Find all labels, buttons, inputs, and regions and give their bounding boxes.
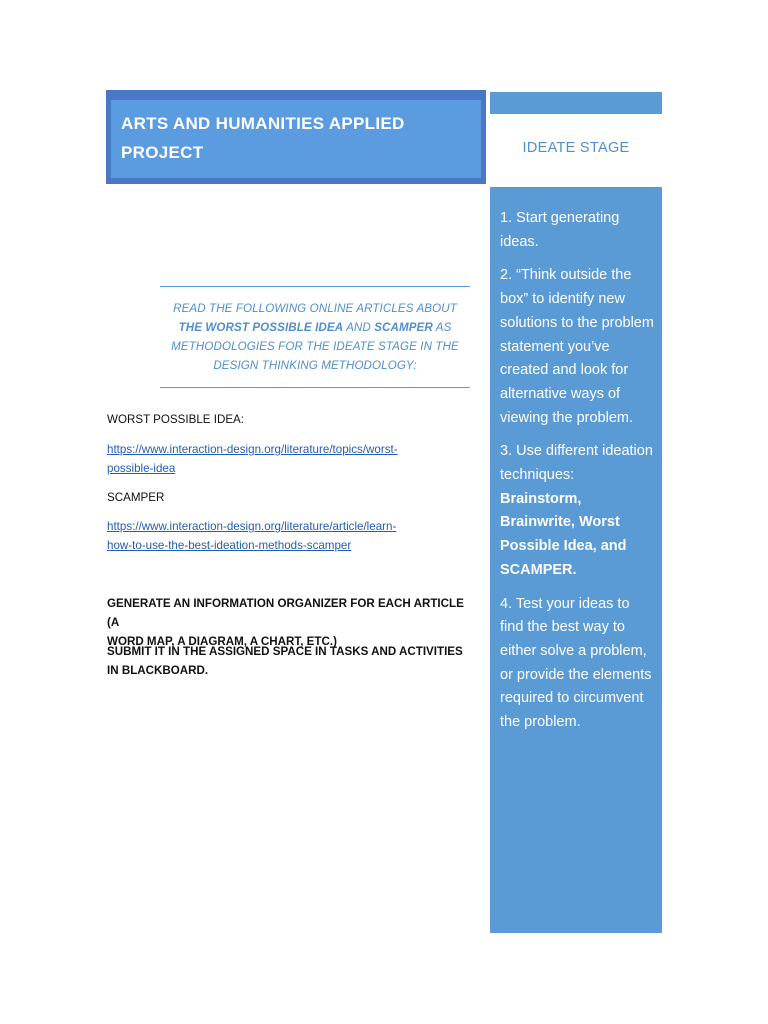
scamper-link[interactable] [107,517,467,555]
sidebar-item-3 [500,440,654,582]
sidebar-heading: IDEATE STAGE [522,140,630,156]
scamper-link-line-2[interactable]: how-to-use-the-best-ideation-methods-scamper [107,539,352,552]
instructions-text-3: AS METHODOLOGIES FOR THE IDEATE STAGE IN THE DESIGN THINKING METHODOLOGY: [171,321,459,372]
scamper-link-line-1[interactable]: https://www.interaction-design.org/literature/article/learn- [107,520,397,533]
submit-task-line-2: IN BLACKBOARD. [107,664,209,677]
worst-possible-idea-link[interactable] [107,440,467,478]
scamper-label: SCAMPER [107,491,165,504]
page-title-line-1: ARTS AND HUMANITIES APPLIED [121,114,405,133]
sidebar-item-3-techniques: Brainstorm, Brainwrite, Worst Possible Idea, and SCAMPER. [500,490,627,578]
instructions-scamper: SCAMPER [374,321,433,334]
worst-possible-idea-link-line-1[interactable]: https://www.interaction-design.org/literature/topics/worst- [107,443,398,456]
submit-task [107,642,477,680]
instructions-text-1: READ THE FOLLOWING ONLINE ARTICLES ABOUT [173,302,457,315]
submit-task-line-1: SUBMIT IT IN THE ASSIGNED SPACE IN TASKS AND ACTIVITIES [107,645,463,658]
title-banner-inner [111,100,481,178]
sidebar-item-2: 2. “Think outside the box” to identify new solutions to the problem statement you’ve created and look for alternative ways of viewing the problem. [500,267,654,426]
title-banner [106,90,486,184]
sidebar-item-3-text: 3. Use different ideation techniques: [500,443,653,484]
sidebar-item-4: 4. Test your ideas to find the best way to either solve a problem, or provide the elements required to circumvent the problem. [500,595,652,731]
instructions-worst-possible-idea: THE WORST POSSIBLE IDEA [178,321,344,334]
page-title-line-2: PROJECT [121,143,204,162]
sidebar-top-bar [490,92,662,114]
instructions-text-2: AND [343,321,375,334]
generate-organizer-line-2: WORD MAP, A DIAGRAM, A CHART, ETC.) [107,635,337,648]
instructions-box [160,286,470,388]
sidebar-panel [490,187,662,933]
generate-organizer-line-1: GENERATE AN INFORMATION ORGANIZER FOR EACH ARTICLE (A [107,597,464,629]
worst-possible-idea-link-line-2[interactable]: possible-idea [107,462,176,475]
worst-possible-idea-label: WORST POSSIBLE IDEA: [107,413,245,426]
sidebar-item-1: 1. Start generating ideas. [500,210,620,250]
